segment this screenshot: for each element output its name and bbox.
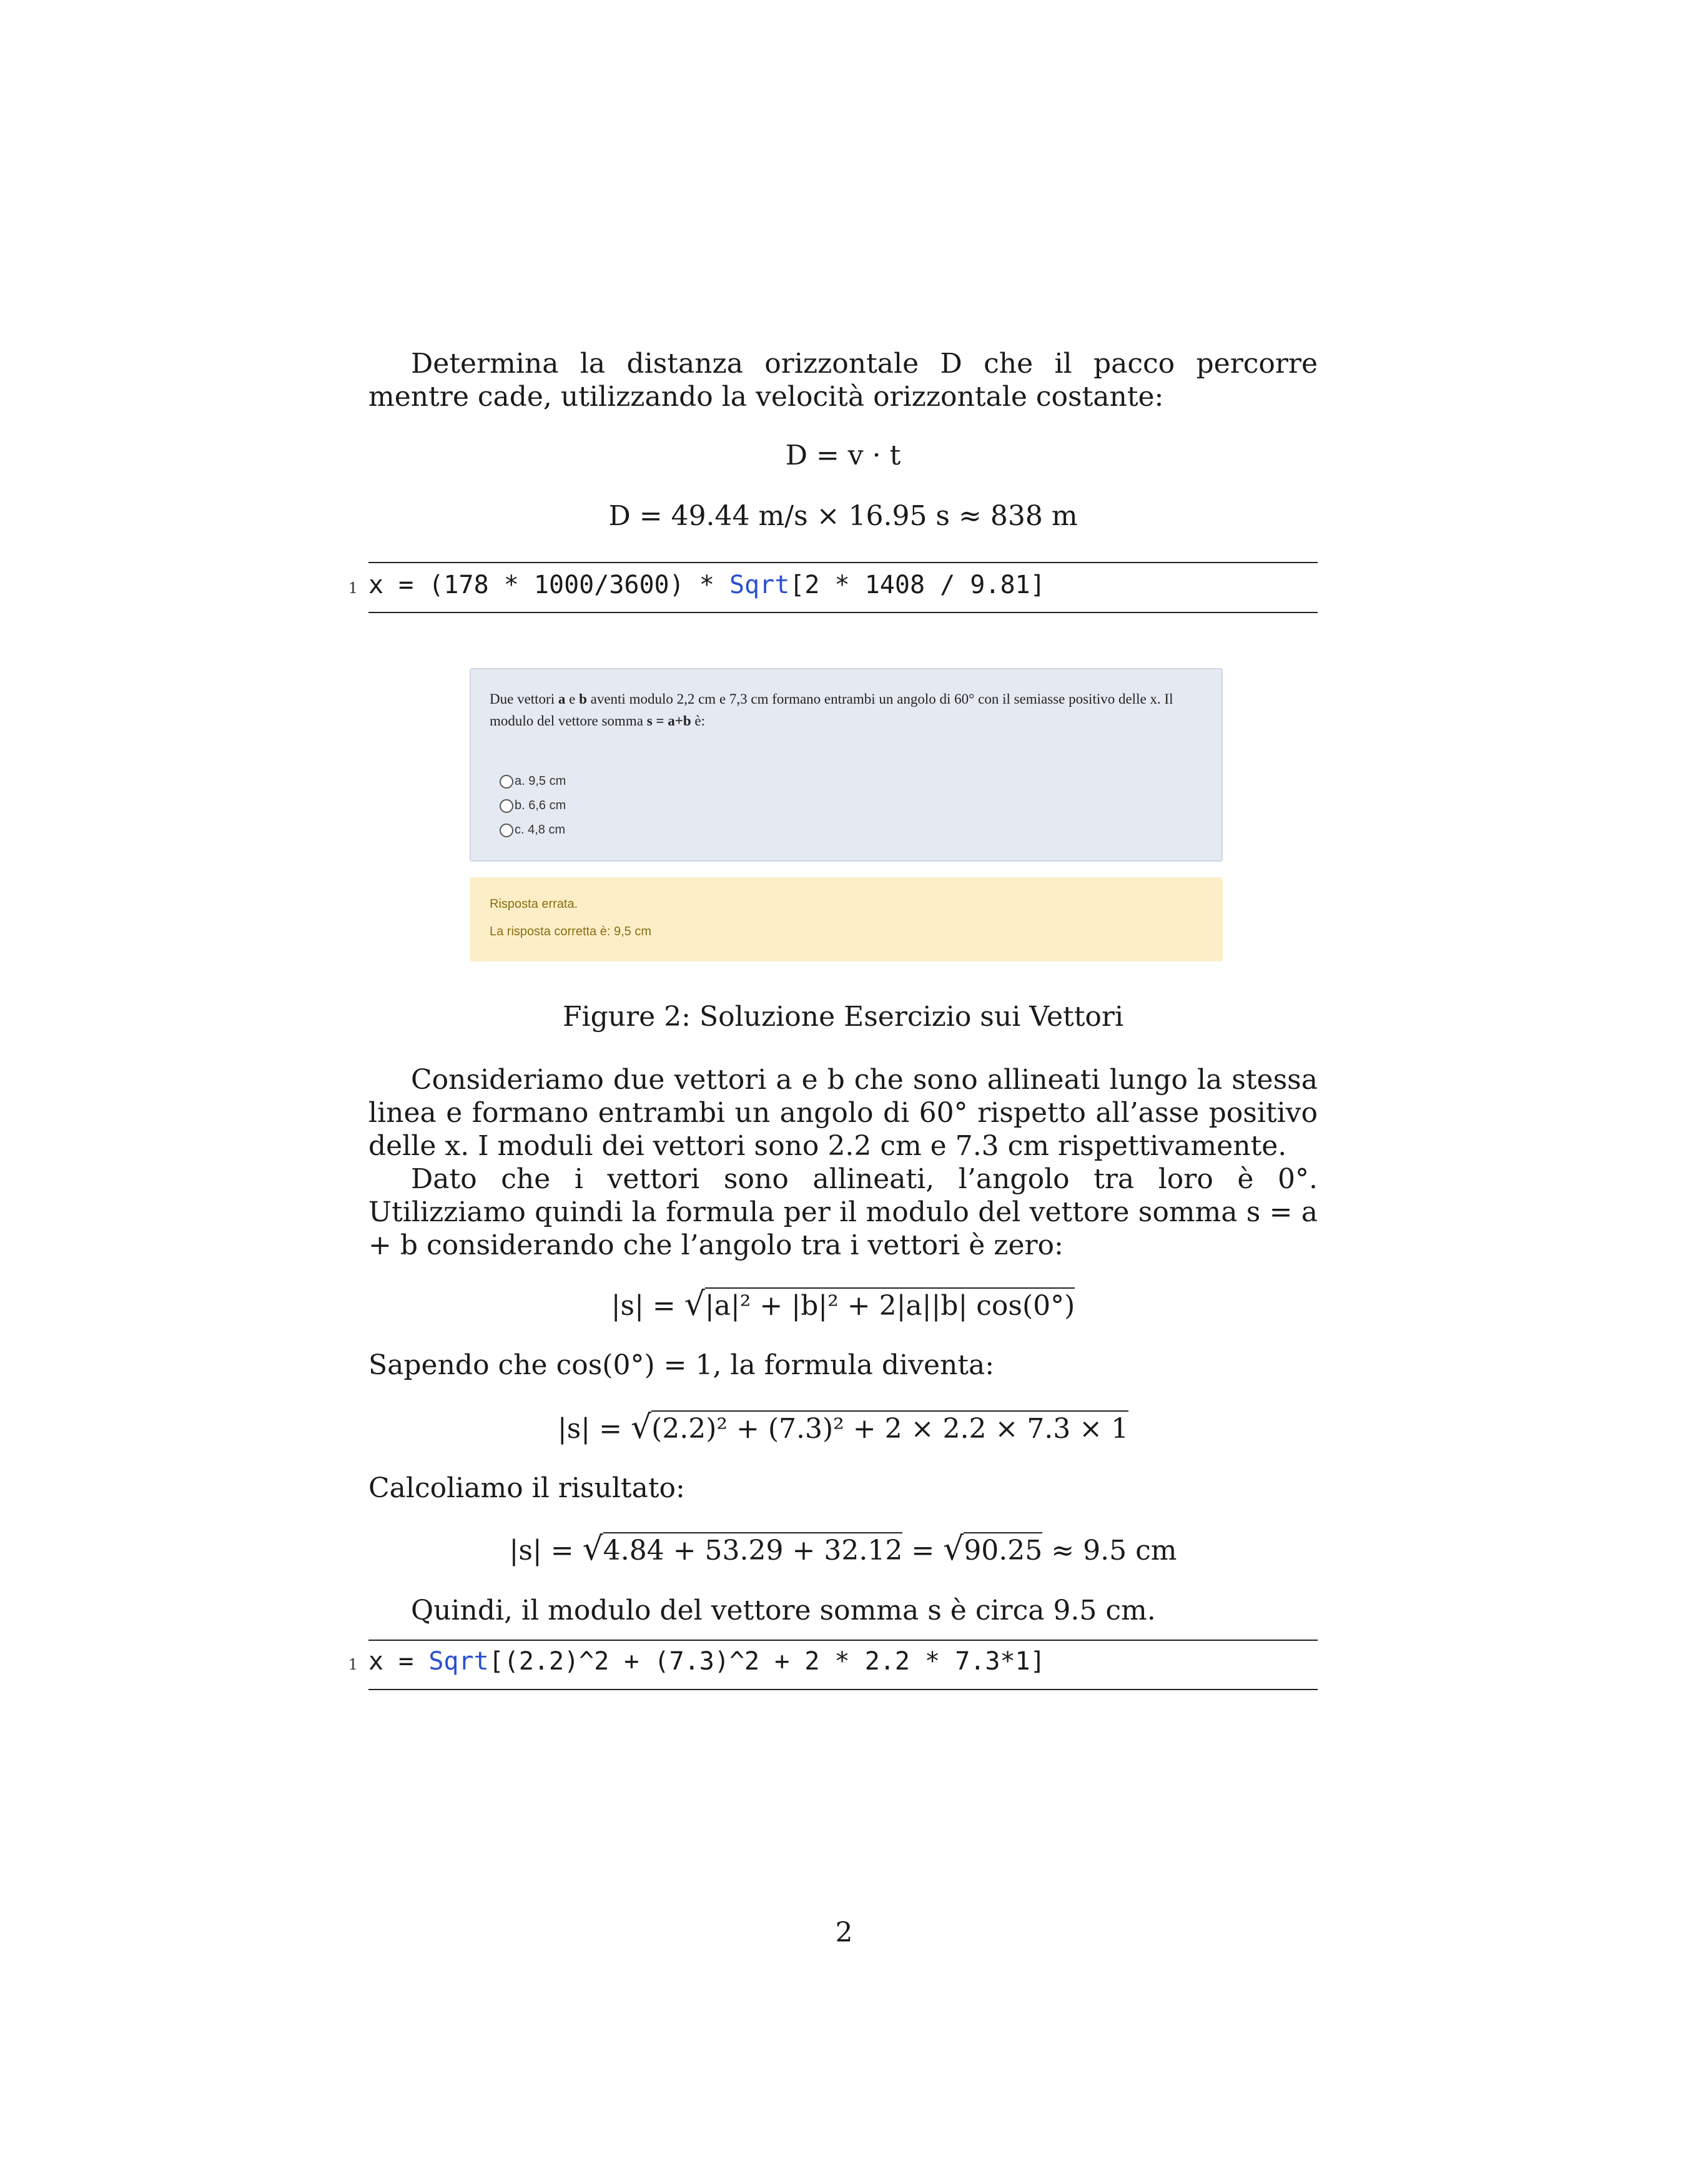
equation-distance-value: D = 49.44 m/s × 16.95 s ≈ 838 m: [608, 500, 1078, 532]
quiz-option-label: a. 9,5 cm: [515, 774, 566, 788]
radio-icon[interactable]: [500, 799, 513, 813]
quiz-vector-sum: s = a+b: [646, 713, 691, 729]
radio-icon[interactable]: [500, 775, 513, 789]
quiz-option-a[interactable]: [500, 774, 566, 789]
eq-radicand: (2.2)² + (7.3)² + 2 × 2.2 × 7.3 × 1: [651, 1410, 1128, 1445]
quiz-question-text: [490, 688, 1208, 732]
quiz-feedback-box: [470, 877, 1223, 962]
quiz-option-b[interactable]: [500, 799, 566, 813]
code1-suffix: [2 * 1408 / 9.81]: [789, 571, 1045, 599]
code1-line: [368, 569, 1318, 601]
paragraph-aligned-vectors: Dato che i vettori sono allineati, l’angolo tra loro è 0°. Utilizziamo quindi la formula per il modulo del vettore somma s = a + b considerando che l’angolo tra i vettori è zero:: [368, 1163, 1318, 1261]
code2-prefix: x =: [368, 1647, 429, 1676]
code1-top-rule: [368, 562, 1318, 563]
radio-icon[interactable]: [500, 824, 513, 837]
quiz-option-c[interactable]: [500, 823, 565, 837]
quiz-text-part: è:: [691, 713, 706, 729]
equation-sum-result: [368, 1530, 1318, 1568]
code2-top-rule: [368, 1640, 1318, 1641]
quiz-question-box: [470, 668, 1223, 862]
quiz-vector-b: b: [579, 691, 587, 707]
eq-lhs: |s| =: [611, 1290, 684, 1322]
eq-radicand: 90.25: [964, 1532, 1042, 1567]
eq-equals: =: [902, 1535, 944, 1567]
code2-line: [368, 1646, 1318, 1677]
intro-paragraph: Determina la distanza orizzontale D che il pacco percorre mentre cade, utilizzando la velocità orizzontale costante:: [368, 348, 1318, 413]
quiz-text-part: Due vettori: [490, 691, 558, 707]
eq-result: ≈ 9.5 cm: [1042, 1535, 1177, 1567]
paragraph-vectors-intro: Consideriamo due vettori a e b che sono allineati lungo la stessa linea e formano entrambi un angolo di 60° rispetto all’asse positivo delle x. I moduli dei vettori sono 2.2 cm e 7.3 cm rispettivamente.: [368, 1064, 1318, 1162]
paragraph-conclusion: Quindi, il modulo del vettore somma s è circa 9.5 cm.: [411, 1595, 1156, 1626]
eq-radicand: |a|² + |b|² + 2|a||b| cos(0°): [705, 1287, 1075, 1322]
paragraph-calculate: Calcoliamo il risultato:: [368, 1472, 685, 1504]
feedback-correct-answer: La risposta corretta è: 9,5 cm: [490, 925, 652, 938]
sqrt-icon: √: [582, 1530, 603, 1568]
figure-caption: Figure 2: Soluzione Esercizio sui Vettori: [562, 1001, 1124, 1033]
code1-function: Sqrt: [729, 571, 790, 599]
code2-line-number: 1: [348, 1656, 358, 1673]
code1-bottom-rule: [368, 612, 1318, 613]
feedback-status: Risposta errata.: [490, 897, 578, 911]
code1-line-number: 1: [348, 579, 358, 597]
sqrt-icon: √: [630, 1409, 652, 1446]
paragraph-cos-zero: Sapendo che cos(0°) = 1, la formula diventa:: [368, 1349, 995, 1381]
quiz-text-part: e: [565, 691, 580, 707]
quiz-text-part: aventi modulo 2,2 cm e 7,3 cm formano entrambi un angolo di 60° con il semiasse positivo delle x. Il modulo del vettore somma: [490, 691, 1173, 729]
code1-prefix: x = (178 * 1000/3600) *: [368, 571, 729, 599]
equation-sum-substituted: [368, 1411, 1318, 1445]
eq-lhs: |s| =: [557, 1413, 631, 1445]
sqrt-icon: √: [943, 1530, 964, 1568]
eq-radicand: 4.84 + 53.29 + 32.12: [603, 1532, 903, 1567]
eq-lhs: |s| =: [509, 1535, 583, 1567]
quiz-option-label: c. 4,8 cm: [515, 823, 566, 837]
equation-distance-formula: D = v · t: [785, 440, 901, 471]
sqrt-icon: √: [684, 1286, 705, 1323]
code2-function: Sqrt: [428, 1647, 489, 1676]
quiz-option-label: b. 6,6 cm: [515, 799, 566, 812]
quiz-vector-a: a: [558, 691, 566, 707]
code2-suffix: [(2.2)^2 + (7.3)^2 + 2 * 2.2 * 7.3*1]: [488, 1647, 1045, 1676]
code2-bottom-rule: [368, 1689, 1318, 1690]
equation-sum-general: [368, 1288, 1318, 1322]
page-number: 2: [835, 1917, 853, 1949]
